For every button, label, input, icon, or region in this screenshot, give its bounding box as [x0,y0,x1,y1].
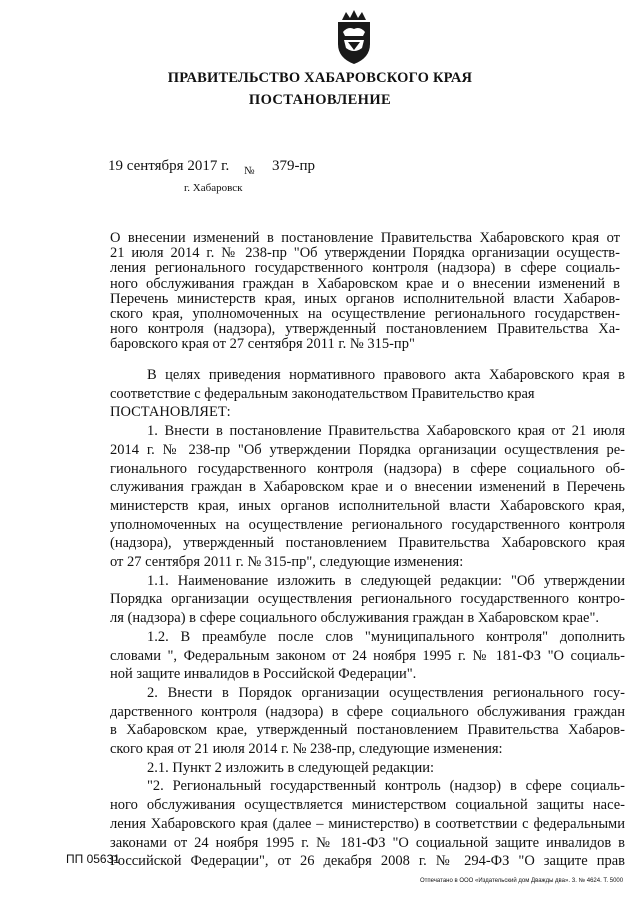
document-code: ПП 05631 [66,852,120,866]
body-line: от 27 сентября 2011 г. № 315-пр", следующие изменения: [110,554,464,571]
subject-line: ского края, уполномоченных на осуществление регионального государствен- [110,306,620,323]
subject-line: ления регионального государственного контроля (надзора) в сфере социаль- [110,260,620,277]
document-body [110,366,625,871]
body-line: словами ", Федеральным законом от 24 ноября 1995 г. № 181-ФЗ "О социаль- [110,647,625,664]
body-line: дарственного контроля (надзора) в сфере социального обслуживания граждан [110,703,625,720]
body-line: 2.1. Пункт 2 изложить в следующей редакции: [147,759,435,776]
document-number: 379-пр [272,158,316,174]
body-line: "2. Региональный государственный контроль (надзор) в сфере социаль- [147,778,625,795]
body-line: ной защите инвалидов в Российской Федерации". [110,666,417,683]
body-line: ского края от 21 июля 2014 г. № 238-пр, следующие изменения: [110,741,503,758]
document-city: г. Хабаровск [184,182,243,194]
resolution-word: ПОСТАНОВЛЯЕТ: [110,404,231,421]
document-subject [110,231,620,353]
body-line: гионального государственного контроля (надзора) в сфере социального об- [110,460,625,477]
subject-line: 21 июля 2014 г. № 238-пр "Об утверждении Порядка организации осуществ- [110,245,620,262]
body-line: законами от 24 ноября 1995 г. № 181-ФЗ "О социальной защите инвалидов в [110,834,625,851]
body-line: 2. Внести в Порядок организации осуществления регионального госу- [147,684,625,701]
document-date: 19 сентября 2017 г. [108,158,230,174]
body-line: в Хабаровском крае, утвержденный постановлением Правительства Хабаров- [110,722,625,739]
body-line: министерств края, иных органов исполнительной власти Хабаровского края, [110,497,625,514]
body-line: 2014 г. № 238-пр "Об утверждении Порядка организации осуществления ре- [110,441,625,458]
body-line: служивания граждан в Хабаровском крае и о внесении изменений в Перечень [110,479,625,496]
subject-line: ного обслуживания граждан в Хабаровском крае и о внесении изменений в [110,275,620,292]
body-line: уполномоченных на осуществление регионального государственного контроля [110,516,625,533]
body-line: Порядка организации осуществления регионального государственного контро- [110,591,625,608]
body-line: (надзора), утвержденный постановлением Правительства Хабаровского края [110,535,625,552]
printer-imprint: Отпечатано в ООО «Издательский дом Дважды два». З. № 4624. Т. 5000 [420,878,624,884]
body-line: 1.1. Наименование изложить в следующей редакции: "Об утверждении [147,572,625,589]
body-line: ного обслуживания осуществляется министерством социальной защиты насе- [110,797,625,814]
body-line: В целях приведения нормативного правового акта Хабаровского края в [147,367,625,383]
body-line: 1.2. В преамбуле после слов "муниципального контроля" дополнить [147,628,625,645]
subject-line: Перечень министерств края, иных органов исполнительной власти Хабаров- [110,290,620,307]
subject-line: О внесении изменений в постановление Правительства Хабаровского края от [110,230,620,246]
body-line: 1. Внести в постановление Правительства Хабаровского края от 21 июля [147,423,625,440]
subject-line: ного контроля (надзора), утвержденный постановлением Правительства Ха- [110,321,620,338]
document-type: ПОСТАНОВЛЕНИЕ [248,92,392,108]
body-line: Российской Федерации", от 26 декабря 2008 г. № 294-ФЗ "О защите прав [110,853,625,870]
body-line: соответствие с федеральным законодательством Правительство края [110,385,535,402]
number-sign: № [244,165,255,177]
body-line: ля (надзора) в сфере социального обслуживания граждан в Хабаровском крае". [110,610,600,627]
subject-line: баровского края от 27 сентября 2011 г. № 315-пр" [110,336,415,353]
coat-of-arms-icon [332,8,376,68]
body-line: ления Хабаровского края (далее – министерство) в соответствии с федеральными [110,815,625,832]
organization-title: ПРАВИТЕЛЬСТВО ХАБАРОВСКОГО КРАЯ [167,70,473,86]
